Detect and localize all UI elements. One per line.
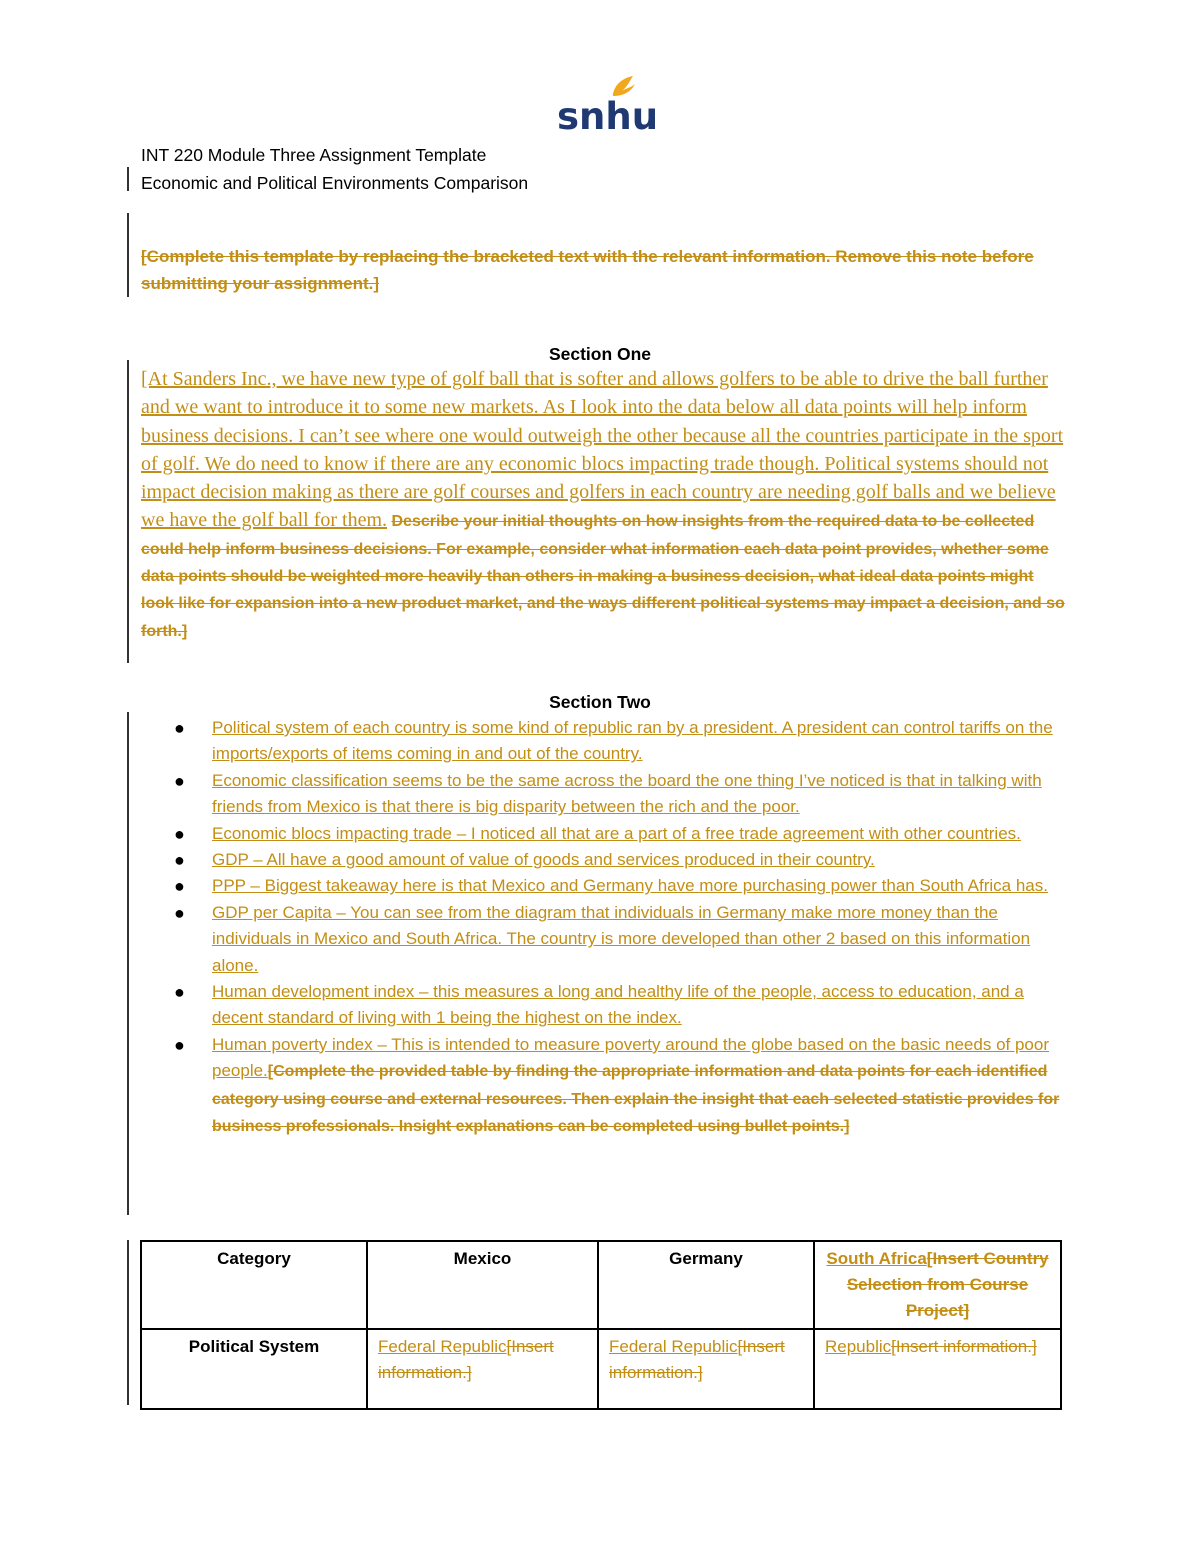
- header-line-2: Economic and Political Environments Comparison: [141, 173, 529, 193]
- header-mexico: Mexico: [367, 1241, 598, 1329]
- bullet-icon: ●: [174, 770, 185, 791]
- header-category: Category: [141, 1241, 367, 1329]
- list-item: ● Human development index – this measures a long and healthy life of the people, access to education, and a decent standard of living with 1 being the highest on the index.: [141, 979, 1066, 1032]
- table-row: [141, 1329, 1061, 1409]
- bullet-icon: ●: [174, 876, 185, 897]
- list-item: ● GDP – All have a good amount of value of goods and services produced in their country.: [141, 847, 1066, 873]
- bullet-icon: ●: [174, 902, 185, 923]
- section-one-body: [141, 366, 1066, 645]
- bullet-icon: ●: [174, 1034, 185, 1055]
- list-item: ● GDP per Capita – You can see from the diagram that individuals in Germany make more money than the individuals in Mexico and South Africa. The country is more developed than other 2 based on this information alone.: [141, 900, 1066, 979]
- list-item: ● Economic blocs impacting trade – I noticed all that are a part of a free trade agreement with other countries.: [141, 821, 1066, 847]
- section-two-deleted-text: [Complete the provided table by finding the appropriate information and data points for each identified category using course and external resources. Then explain the insight that each selected statistic provides for business professionals. Insight explanations can be completed using bullet points.]: [212, 1063, 1060, 1136]
- change-bar: [127, 1240, 129, 1405]
- snhu-logo: [555, 74, 659, 138]
- change-bar: [127, 213, 129, 297]
- list-item: ● Economic classification seems to be the same across the board the one thing I’ve noticed is that in talking with friends from Mexico is that there is big disparity between the rich and the poor.: [141, 768, 1066, 821]
- bullet-icon: ●: [174, 823, 185, 844]
- comparison-table: [140, 1240, 1062, 1410]
- logo-wordmark: snhu: [557, 95, 659, 138]
- section-one-inserted-text: [At Sanders Inc., we have new type of golf ball that is softer and allows golfers to be able to drive the ball further and we want to introduce it to some new markets. As I look into the data below all data points will help inform business decisions. I can’t see where one would outweigh the other because all the countries participate in the sport of golf. We do need to know if there are any economic blocs impacting trade though. Political systems should not impact decision making as there are golf courses and golfers in each country are needing golf balls and we believe we have the golf ball for them.: [141, 368, 1064, 532]
- bullet-icon: ●: [174, 982, 185, 1003]
- change-bar: [127, 360, 129, 663]
- template-note: [Complete this template by replacing the bracketed text with the relevant information. Remove this note before submitting your assignment.]: [141, 247, 1034, 293]
- bullet-icon: ●: [174, 850, 185, 871]
- change-bar: [127, 712, 129, 1215]
- bullet-icon: ●: [174, 718, 185, 738]
- change-bar: [127, 167, 129, 191]
- list-item: ● Political system of each country is some kind of republic ran by a president. A president can control tariffs on the imports/exports of items coming in and out of the country.: [141, 715, 1066, 768]
- snhu-logo-graphic: [555, 74, 659, 138]
- row-label: Political System: [141, 1329, 367, 1409]
- section-two-title: Section Two: [549, 692, 651, 712]
- header-line-1: INT 220 Module Three Assignment Template: [141, 145, 487, 165]
- list-item: ● Human poverty index – This is intended to measure poverty around the globe based on the basic needs of poor people.[Complete the provided table by finding the appropriate information and data points for each identified category using course and external resources. Then explain the insight that each selected statistic provides for business professionals. Insight explanations can be completed using bullet points.]: [141, 1032, 1066, 1141]
- list-item: ● PPP – Biggest takeaway here is that Mexico and Germany have more purchasing power than South Africa has.: [141, 873, 1066, 899]
- section-two-bullets: [141, 715, 1066, 1141]
- cell-third-country: Republic[Insert information.]: [814, 1329, 1061, 1409]
- header-third-country: South Africa[Insert Country Selection from Course Project]: [814, 1241, 1061, 1329]
- table-header-row: [141, 1241, 1061, 1329]
- section-one-title: Section One: [548, 344, 652, 364]
- cell-mexico: Federal Republic[Insert information.]: [367, 1329, 598, 1409]
- header-germany: Germany: [598, 1241, 814, 1329]
- cell-germany: Federal Republic[Insert information.]: [598, 1329, 814, 1409]
- section-one-deleted-text: Describe your initial thoughts on how insights from the required data to be collected could help inform business decisions. For example, consider what information each data point provides, whether some data points should be weighted more heavily than others in making a business decision, what ideal data points might look like for expansion into a new product market, and the ways different political systems may impact a decision, and so forth.]: [141, 513, 1065, 640]
- flame-leaf-icon: [613, 76, 635, 96]
